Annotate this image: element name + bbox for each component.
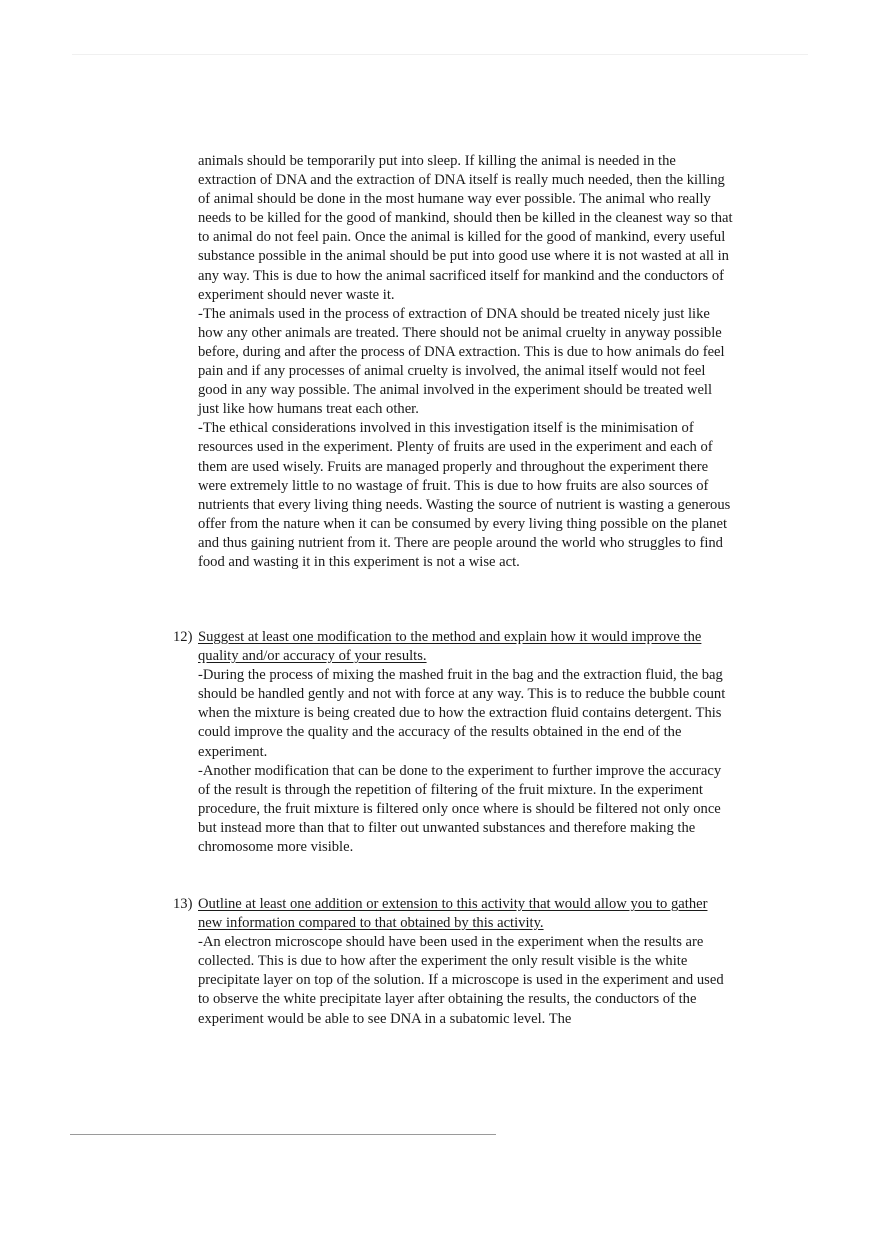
answer-body xyxy=(198,666,734,857)
question-12 xyxy=(173,628,734,857)
page-header-rule xyxy=(72,54,808,55)
question-number: 13) xyxy=(173,896,193,912)
body-paragraph: -The ethical considerations involved in this investigation itself is the minimisation of resources used in the experiment. Plenty of fruits are used in the experiment and each of them are used wisely. Fruits are managed properly and throughout the experiment there were extremely little to no wastage of fruit. This is due to how fruits are also sources of nutrients that every living thing needs. Wasting the source of nutrient is wasting a generous offer from the nature when it can be consumed by every living thing possible on the planet and thus gaining nutrient from it. There are people around the world who struggles to find food and wasting it in this experiment is not a wise act. xyxy=(198,420,731,570)
continuation-section xyxy=(198,152,734,572)
answer-paragraph: -Another modification that can be done to the experiment to further improve the accuracy of the result is through the repetition of filtering of the fruit mixture. In the experiment procedure, the fruit mixture is filtered only once where is should be filtered not only once but instead more than that to filter out unwanted substances and therefore making the chromosome more visible. xyxy=(198,762,722,856)
footnote-separator xyxy=(70,1134,496,1135)
answer-paragraph: -During the process of mixing the mashed fruit in the bag and the extraction fluid, the bag should be handled gently and not with force at any way. This is to reduce the bubble count when the mixture is being created due to how the extraction fluid contains detergent. This could improve the quality and the accuracy of the results obtained in the end of the experiment. xyxy=(198,667,726,760)
answer-paragraph: -An electron microscope should have been used in the experiment when the results are collected. This is due to how after the experiment the only result visible is the white precipitate layer on top of the solution. If a microscope is used in the experiment and used to observe the white precipitate layer after obtaining the results, the conductors of the experiment would be able to see DNA in a subatomic level. The xyxy=(198,934,724,1027)
question-title: Suggest at least one modification to the method and explain how it would improve the quality and/or accuracy of your results. xyxy=(198,629,702,665)
question-number: 12) xyxy=(173,629,193,645)
answer-body xyxy=(198,933,734,1028)
question-title: Outline at least one addition or extension to this activity that would allow you to gather new information compared to that obtained by this activity. xyxy=(198,896,708,932)
body-paragraph: animals should be temporarily put into sleep. If killing the animal is needed in the extraction of DNA and the extraction of DNA itself is really much needed, then the killing of animal should be done in the most humane way ever possible. The animal who really needs to be killed for the good of mankind, should then be killed in the cleanest way so that to animal do not feel pain. Once the animal is killed for the good of mankind, every useful substance possible in the animal should be put into good use where it is not wasted at all in any way. This is due to how the animal sacrificed itself for mankind and the conductors of experiment should never waste it. xyxy=(198,153,733,303)
question-13 xyxy=(173,895,734,1029)
body-paragraph: -The animals used in the process of extraction of DNA should be treated nicely just like how any other animals are treated. There should not be animal cruelty in anyway possible before, during and after the process of DNA extraction. This is due to how animals do feel pain and if any processes of animal cruelty is involved, the animal itself would not feel good in any way possible. The animal involved in the experiment should be treated well just like how humans treat each other. xyxy=(198,305,725,418)
